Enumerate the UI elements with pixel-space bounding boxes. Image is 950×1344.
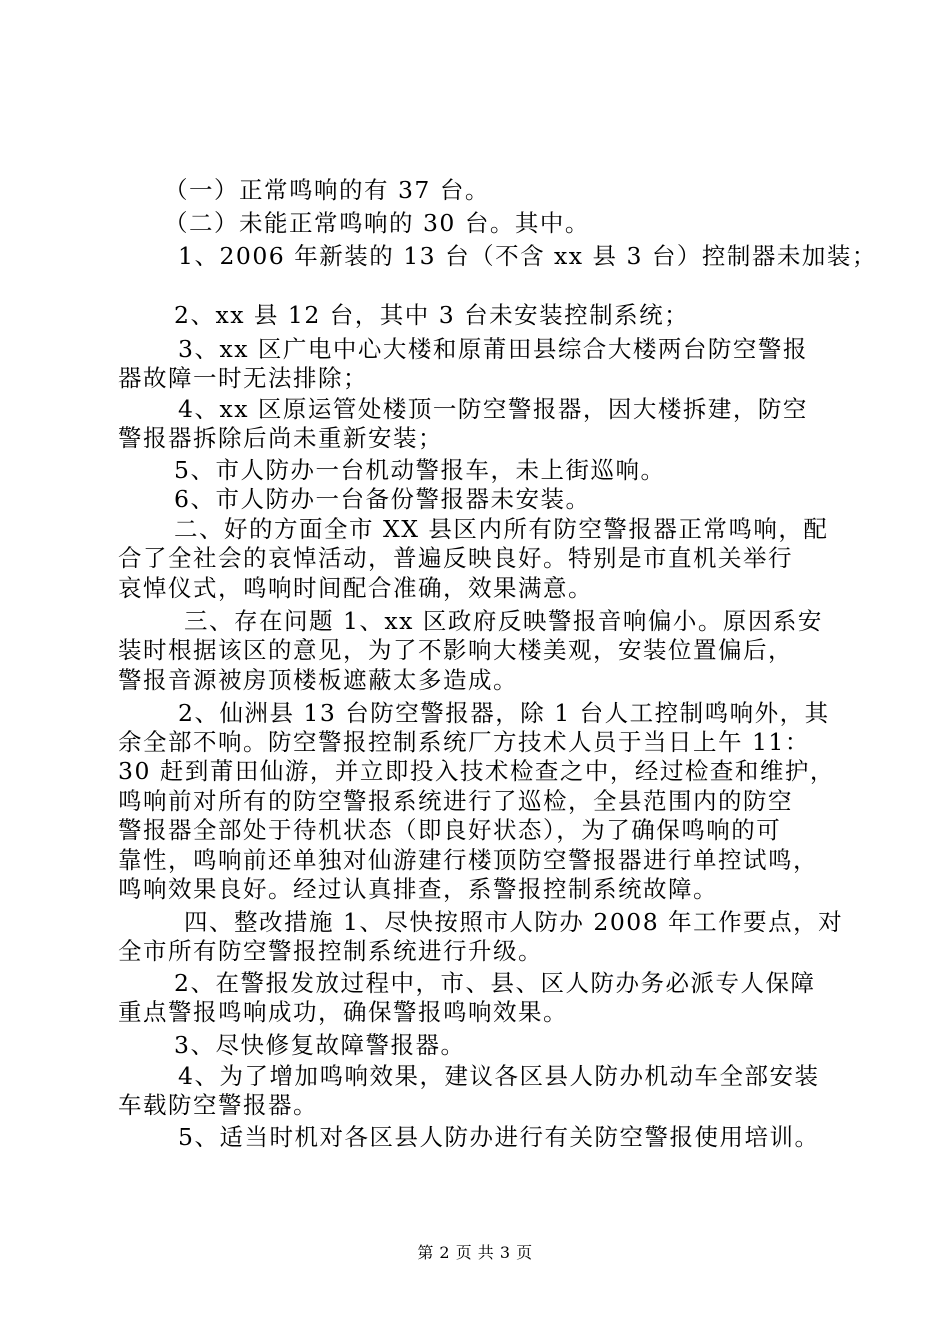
paragraph-line: 5、适当时机对各区县人防办进行有关防空警报使用培训。 — [178, 1123, 820, 1151]
paragraph-line: 4、xx 区原运管处楼顶一防空警报器，因大楼拆建，防空 — [178, 395, 808, 423]
paragraph-line: 靠性，鸣响前还单独对仙游建行楼顶防空警报器进行单控试鸣， — [118, 846, 818, 874]
page-number: 第 2 页 共 3 页 — [417, 1243, 533, 1262]
paragraph-line: 重点警报鸣响成功，确保警报鸣响效果。 — [118, 998, 568, 1026]
paragraph-line: 器故障一时无法排除； — [118, 364, 368, 392]
paragraph-line: 哀悼仪式，鸣响时间配合准确，效果满意。 — [118, 574, 593, 602]
paragraph-line: 全市所有防空警报控制系统进行升级。 — [118, 937, 543, 965]
paragraph-line: 车载防空警报器。 — [118, 1091, 318, 1119]
paragraph-line: 警报音源被房顶楼板遮蔽太多造成。 — [118, 666, 518, 694]
paragraph-line: 30 赶到莆田仙游，并立即投入技术检查之中，经过检查和维护， — [118, 757, 835, 785]
paragraph-line: 3、尽快修复故障警报器。 — [174, 1031, 466, 1059]
paragraph-line: 合了全社会的哀悼活动，普遍反映良好。特别是市直机关举行 — [118, 544, 793, 572]
paragraph-line: 四、整改措施 1、尽快按照市人防办 2008 年工作要点，对 — [184, 908, 844, 936]
paragraph-line: 3、xx 区广电中心大楼和原莆田县综合大楼两台防空警报 — [178, 335, 808, 363]
paragraph-line: 鸣响前对所有的防空警报系统进行了巡检，全县范围内的防空 — [118, 787, 793, 815]
paragraph-line: 2、xx 县 12 台，其中 3 台未安装控制系统； — [174, 301, 690, 329]
paragraph-line: （一）正常鸣响的有 37 台。 — [164, 176, 490, 204]
paragraph-line: 1、2006 年新装的 13 台（不含 xx 县 3 台）控制器未加装； — [178, 242, 877, 270]
paragraph-line: 2、在警报发放过程中，市、县、区人防办务必派专人保障 — [174, 969, 816, 997]
paragraph-line: 警报器全部处于待机状态（即良好状态），为了确保鸣响的可 — [118, 816, 782, 844]
paragraph-line: 三、存在问题 1、xx 区政府反映警报音响偏小。原因系安 — [184, 607, 823, 635]
paragraph-line: 鸣响效果良好。经过认真排查，系警报控制系统故障。 — [118, 875, 718, 903]
paragraph-line: 余全部不响。防空警报控制系统厂方技术人员于当日上午 11： — [118, 728, 810, 756]
paragraph-line: 2、仙洲县 13 台防空警报器，除 1 台人工控制鸣响外，其 — [178, 699, 830, 727]
paragraph-line: （二）未能正常鸣响的 30 台。其中。 — [164, 209, 590, 237]
paragraph-line: 4、为了增加鸣响效果，建议各区县人防办机动车全部安装 — [178, 1062, 820, 1090]
paragraph-line: 二、好的方面全市 XX 县区内所有防空警报器正常鸣响，配 — [174, 515, 829, 543]
paragraph-line: 6、市人防办一台备份警报器未安装。 — [174, 485, 591, 513]
paragraph-line: 5、市人防办一台机动警报车，未上街巡响。 — [174, 456, 666, 484]
paragraph-line: 装时根据该区的意见，为了不影响大楼美观，安装位置偏后， — [118, 636, 793, 664]
paragraph-line: 警报器拆除后尚未重新安装； — [118, 424, 443, 452]
